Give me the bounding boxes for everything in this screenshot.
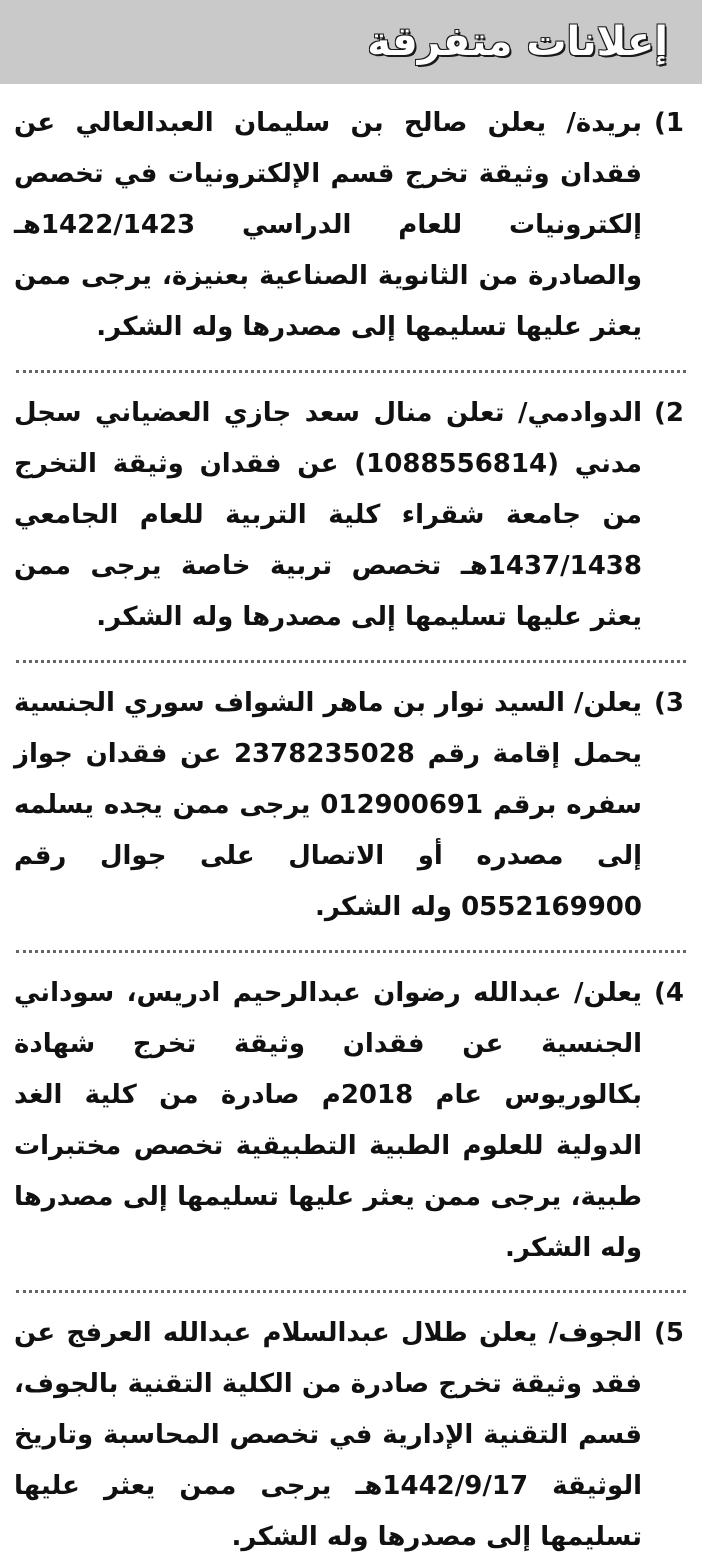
ad-item-5 (0, 1308, 702, 1566)
ad-item-2 (0, 388, 702, 646)
ad-item-3 (0, 678, 702, 936)
ad-number: 4) (654, 978, 684, 1008)
divider (16, 950, 686, 954)
ad-text: يعلن/ عبدالله رضوان عبدالرحيم ادريس، سوداني الجنسية عن فقدان وثيقة تخرج شهادة بكالوريوس عام 2018م صادرة من كلية الغد الدولية للعلوم الطبية التطبيقية تخصص مختبرات طبية، يرجى ممن يعثر عليها تسليمها إلى مصدرها وله الشكر. (14, 978, 642, 1263)
divider (16, 660, 686, 664)
section-header (0, 0, 702, 84)
ad-text: بريدة/ يعلن صالح بن سليمان العبدالعالي عن فقدان وثيقة تخرج قسم الإلكترونيات في تخصص إلكترونيات للعام الدراسي 1422/1423هـ والصادرة من الثانوية الصناعية بعنيزة، يرجى ممن يعثر عليها تسليمها إلى مصدرها وله الشكر. (14, 108, 642, 342)
ad-text: الدوادمي/ تعلن منال سعد جازي العضياني سجل مدني (1088556814) عن فقدان وثيقة التخرج من جامعة شقراء كلية التربية للعام الجامعي 1437/1438هـ تخصص تربية خاصة يرجى ممن يعثر عليها تسليمها إلى مصدرها وله الشكر. (14, 398, 642, 632)
section-title: إعلانات متفرقة (367, 19, 668, 65)
ad-item-4 (0, 968, 702, 1276)
ad-number: 3) (654, 688, 684, 718)
divider (16, 1290, 686, 1294)
ad-item-1 (0, 98, 702, 356)
ad-number: 5) (654, 1318, 684, 1348)
ad-number: 2) (654, 398, 684, 428)
divider (16, 370, 686, 374)
ad-number: 1) (654, 108, 684, 138)
ad-text: الجوف/ يعلن طلال عبدالسلام عبدالله العرفج عن فقد وثيقة تخرج صادرة من الكلية التقنية بالجوف، قسم التقنية الإدارية في تخصص المحاسبة وتاريخ الوثيقة 1442/9/17هـ يرجى ممن يعثر عليها تسليمها إلى مصدرها وله الشكر. (14, 1318, 642, 1552)
ad-text: يعلن/ السيد نوار بن ماهر الشواف سوري الجنسية يحمل إقامة رقم 2378235028 عن فقدان جواز سفره برقم 012900691 يرجى ممن يجده يسلمه إلى مصدره أو الاتصال على جوال رقم 0552169900 وله الشكر. (14, 688, 642, 922)
classified-ads-list (0, 98, 702, 1566)
